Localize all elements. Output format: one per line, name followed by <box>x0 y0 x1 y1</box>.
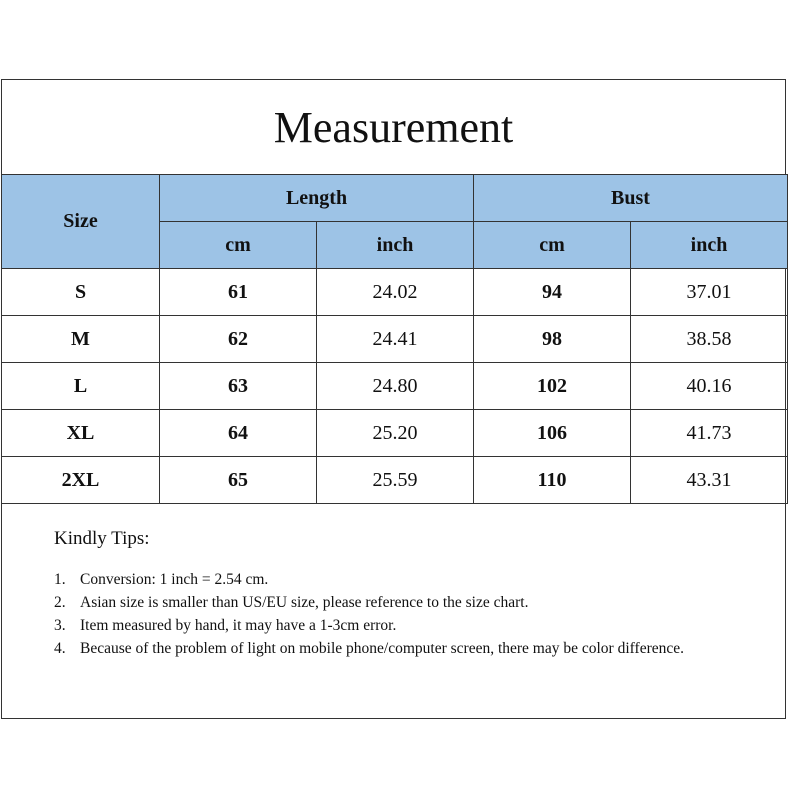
length-cm-cell: 64 <box>160 410 317 457</box>
unit-header: cm <box>160 222 317 269</box>
tip-number: 3. <box>54 617 66 634</box>
size-cell: S <box>2 269 160 316</box>
length-cm-cell: 63 <box>160 363 317 410</box>
table-row <box>2 269 788 316</box>
measurement-chart <box>1 79 786 719</box>
page-title: Measurement <box>2 80 785 175</box>
size-cell: M <box>2 316 160 363</box>
bust-inch-cell: 40.16 <box>631 363 788 410</box>
table-row <box>2 363 788 410</box>
bust-inch-cell: 41.73 <box>631 410 788 457</box>
table-header-row <box>2 175 788 222</box>
list-item <box>54 614 694 637</box>
bust-cm-cell: 94 <box>474 269 631 316</box>
table-row <box>2 316 788 363</box>
tips-section <box>54 528 694 660</box>
size-cell: L <box>2 363 160 410</box>
table-row <box>2 457 788 504</box>
length-header: Length <box>160 175 474 222</box>
size-table <box>1 174 788 504</box>
length-inch-cell: 24.80 <box>317 363 474 410</box>
list-item <box>54 568 694 591</box>
unit-header: inch <box>317 222 474 269</box>
unit-header: cm <box>474 222 631 269</box>
size-header: Size <box>2 175 160 269</box>
size-cell: XL <box>2 410 160 457</box>
length-cm-cell: 62 <box>160 316 317 363</box>
tips-heading: Kindly Tips: <box>54 528 150 549</box>
bust-cm-cell: 106 <box>474 410 631 457</box>
tip-number: 1. <box>54 571 66 588</box>
size-cell: 2XL <box>2 457 160 504</box>
bust-inch-cell: 37.01 <box>631 269 788 316</box>
tips-list <box>54 568 694 660</box>
table-row <box>2 410 788 457</box>
tip-text: Item measured by hand, it may have a 1-3cm error. <box>80 617 397 634</box>
length-inch-cell: 25.59 <box>317 457 474 504</box>
tip-text: Conversion: 1 inch = 2.54 cm. <box>80 571 269 588</box>
length-cm-cell: 65 <box>160 457 317 504</box>
tip-text: Because of the problem of light on mobile phone/computer screen, there may be color difference. <box>80 640 684 657</box>
length-inch-cell: 24.41 <box>317 316 474 363</box>
bust-inch-cell: 38.58 <box>631 316 788 363</box>
tip-number: 4. <box>54 640 66 657</box>
tip-text: Asian size is smaller than US/EU size, please reference to the size chart. <box>80 594 529 611</box>
bust-header: Bust <box>474 175 788 222</box>
list-item <box>54 637 694 660</box>
tip-number: 2. <box>54 594 66 611</box>
unit-header: inch <box>631 222 788 269</box>
bust-cm-cell: 102 <box>474 363 631 410</box>
bust-inch-cell: 43.31 <box>631 457 788 504</box>
length-inch-cell: 24.02 <box>317 269 474 316</box>
length-inch-cell: 25.20 <box>317 410 474 457</box>
list-item <box>54 591 694 614</box>
bust-cm-cell: 110 <box>474 457 631 504</box>
length-cm-cell: 61 <box>160 269 317 316</box>
bust-cm-cell: 98 <box>474 316 631 363</box>
